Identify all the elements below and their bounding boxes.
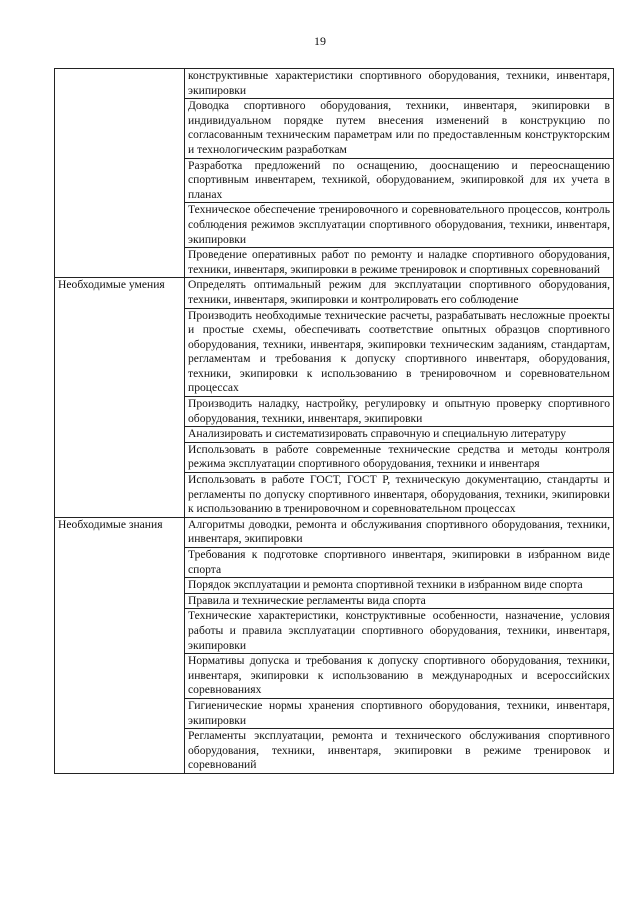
list-item: Нормативы допуска и требования к допуску спортивного оборудования, техники, инвентаря, экипировки к использованию в международных и всероссийских соревнованиях <box>185 654 614 699</box>
list-item: Гигиенические нормы хранения спортивного оборудования, техники, инвентаря, экипировки <box>185 698 614 728</box>
section-label-knowledge: Необходимые знания <box>55 517 185 773</box>
section-label-skills: Необходимые умения <box>55 278 185 518</box>
page-number: 19 <box>314 34 326 48</box>
list-item: Разработка предложений по оснащению, дооснащению и переоснащению спортивным инвентарем, техникой, оборудованием, экипировкой для их учета в планах <box>185 158 614 203</box>
list-item: Проведение оперативных работ по ремонту и наладке спортивного оборудования, техники, инвентаря, экипировки в режиме тренировок и спортивных соревнований <box>185 248 614 278</box>
section-label <box>55 69 185 278</box>
list-item: Техническое обеспечение тренировочного и соревновательного процессов, контроль соблюдения режимов эксплуатации спортивного оборудования, техники, инвентаря, экипировки <box>185 203 614 248</box>
list-item: Регламенты эксплуатации, ремонта и технического обслуживания спортивного оборудования, техники, инвентаря, экипировки в режиме тренировок и соревнований <box>185 729 614 774</box>
list-item: Использовать в работе современные технические средства и методы контроля режима эксплуатации спортивного оборудования, техники и инвентаря <box>185 442 614 472</box>
list-item: Использовать в работе ГОСТ, ГОСТ Р, техническую документацию, стандарты и регламенты по допуску спортивного инвентаря, оборудования, техники, экипировки к использованию в тренировочном и соревновательном процессах <box>185 473 614 518</box>
list-item: конструктивные характеристики спортивного оборудования, техники, инвентаря, экипировки <box>185 69 614 99</box>
list-item: Производить необходимые технические расчеты, разрабатывать несложные проекты и простые схемы, обеспечивать соответствие опытных образцов спортивного оборудования, техники, инвентаря, экипировки техническим заданиям, стандартам, регламентам и требования к допуску спортивного инвентаря, оборудования, техники, экипировки к использованию в тренировочном и соревновательном процессах <box>185 308 614 397</box>
list-item: Технические характеристики, конструктивные особенности, назначение, условия работы и правила эксплуатации спортивного оборудования, техники, инвентаря, экипировки <box>185 609 614 654</box>
list-item: Анализировать и систематизировать справочную и специальную литературу <box>185 427 614 443</box>
table-row <box>55 69 614 99</box>
requirements-table <box>54 68 614 774</box>
table-row <box>55 517 614 547</box>
list-item: Правила и технические регламенты вида спорта <box>185 593 614 609</box>
list-item: Производить наладку, настройку, регулировку и опытную проверку спортивного оборудования, техники, инвентаря, экипировки <box>185 397 614 427</box>
list-item: Требования к подготовке спортивного инвентаря, экипировки в избранном виде спорта <box>185 548 614 578</box>
list-item: Определять оптимальный режим для эксплуатации спортивного оборудования, техники, инвентаря, экипировки и контролировать его соблюдение <box>185 278 614 308</box>
table-row <box>55 278 614 308</box>
list-item: Алгоритмы доводки, ремонта и обслуживания спортивного оборудования, техники, инвентаря, экипировки <box>185 517 614 547</box>
list-item: Доводка спортивного оборудования, техники, инвентаря, экипировки в индивидуальном порядке путем внесения изменений в конструкцию по согласованным техническим параметрам или по предоставленным конструкторским и технологическим разработкам <box>185 99 614 158</box>
list-item: Порядок эксплуатации и ремонта спортивной техники в избранном виде спорта <box>185 578 614 594</box>
